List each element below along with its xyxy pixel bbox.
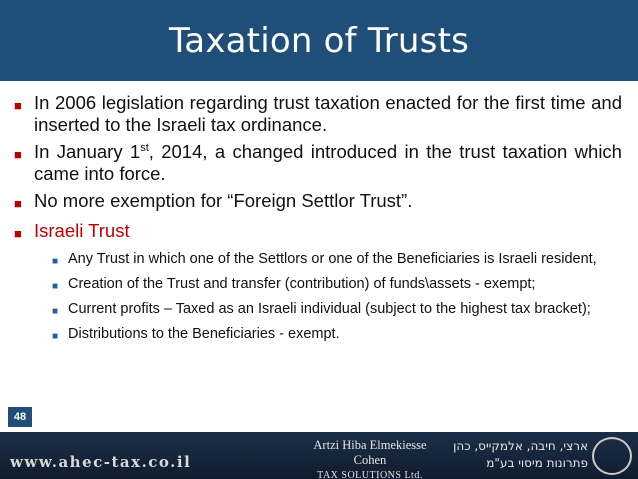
sub-bullet-text: Creation of the Trust and transfer (contribution) of funds\assets - exempt; bbox=[68, 276, 536, 292]
sub-bullet-item bbox=[52, 325, 622, 346]
bullet-item bbox=[14, 141, 622, 185]
firm-name-en: Artzi Hiba Elmekiesse Cohen bbox=[313, 438, 427, 467]
firm-logo-icon bbox=[592, 437, 632, 475]
bullet-item bbox=[14, 190, 622, 215]
square-bullet-icon: ■ bbox=[52, 281, 59, 292]
square-bullet-icon: ■ bbox=[14, 98, 22, 113]
bullet-item bbox=[14, 92, 622, 136]
sub-bullet-text: Any Trust in which one of the Settlors or one of the Beneficiaries is Israeli resident, bbox=[68, 251, 597, 267]
slide-title: Taxation of Trusts bbox=[168, 20, 470, 61]
firm-name-he: ארצי, חיבה, אלמקייס, כהן bbox=[453, 439, 588, 453]
firm-subtitle-he: פתרונות מיסוי בע"מ bbox=[486, 456, 588, 470]
square-bullet-icon: ■ bbox=[52, 256, 59, 267]
sub-bullet-item bbox=[52, 300, 622, 321]
square-bullet-icon: ■ bbox=[52, 306, 59, 317]
footer-url: www.ahec-tax.co.il bbox=[10, 453, 192, 471]
firm-name-english bbox=[300, 438, 440, 479]
bullet-text: In 2006 legislation regarding trust taxation enacted for the first time and inserted to the Israeli tax ordinance. bbox=[34, 92, 622, 135]
firm-subtitle-en: TAX SOLUTIONS Ltd. bbox=[317, 470, 423, 479]
superscript: st bbox=[140, 141, 149, 154]
square-bullet-icon: ■ bbox=[52, 331, 59, 342]
title-bar bbox=[0, 0, 638, 81]
square-bullet-icon: ■ bbox=[14, 196, 22, 211]
bullet-item-heading bbox=[14, 220, 622, 245]
bullet-text-part: , 2014, a changed introduced in the trust taxation which came into force. bbox=[34, 141, 622, 184]
bullet-text-part: In January 1 bbox=[34, 141, 141, 162]
firm-name-hebrew bbox=[440, 438, 588, 472]
sub-bullet-item bbox=[52, 250, 622, 271]
square-bullet-icon: ■ bbox=[14, 226, 22, 241]
square-bullet-icon: ■ bbox=[14, 147, 22, 162]
sub-bullet-item bbox=[52, 275, 622, 296]
bullet-text bbox=[34, 141, 622, 185]
bullet-text: Israeli Trust bbox=[34, 220, 130, 241]
sub-bullet-text: Distributions to the Beneficiaries - exempt. bbox=[68, 326, 340, 342]
bullet-text: No more exemption for “Foreign Settlor Trust”. bbox=[34, 190, 413, 211]
sub-bullet-text: Current profits – Taxed as an Israeli individual (subject to the highest tax bracket); bbox=[68, 301, 591, 317]
page-number: 48 bbox=[8, 407, 32, 427]
slide-content bbox=[14, 92, 622, 350]
sub-bullet-list bbox=[52, 250, 622, 346]
